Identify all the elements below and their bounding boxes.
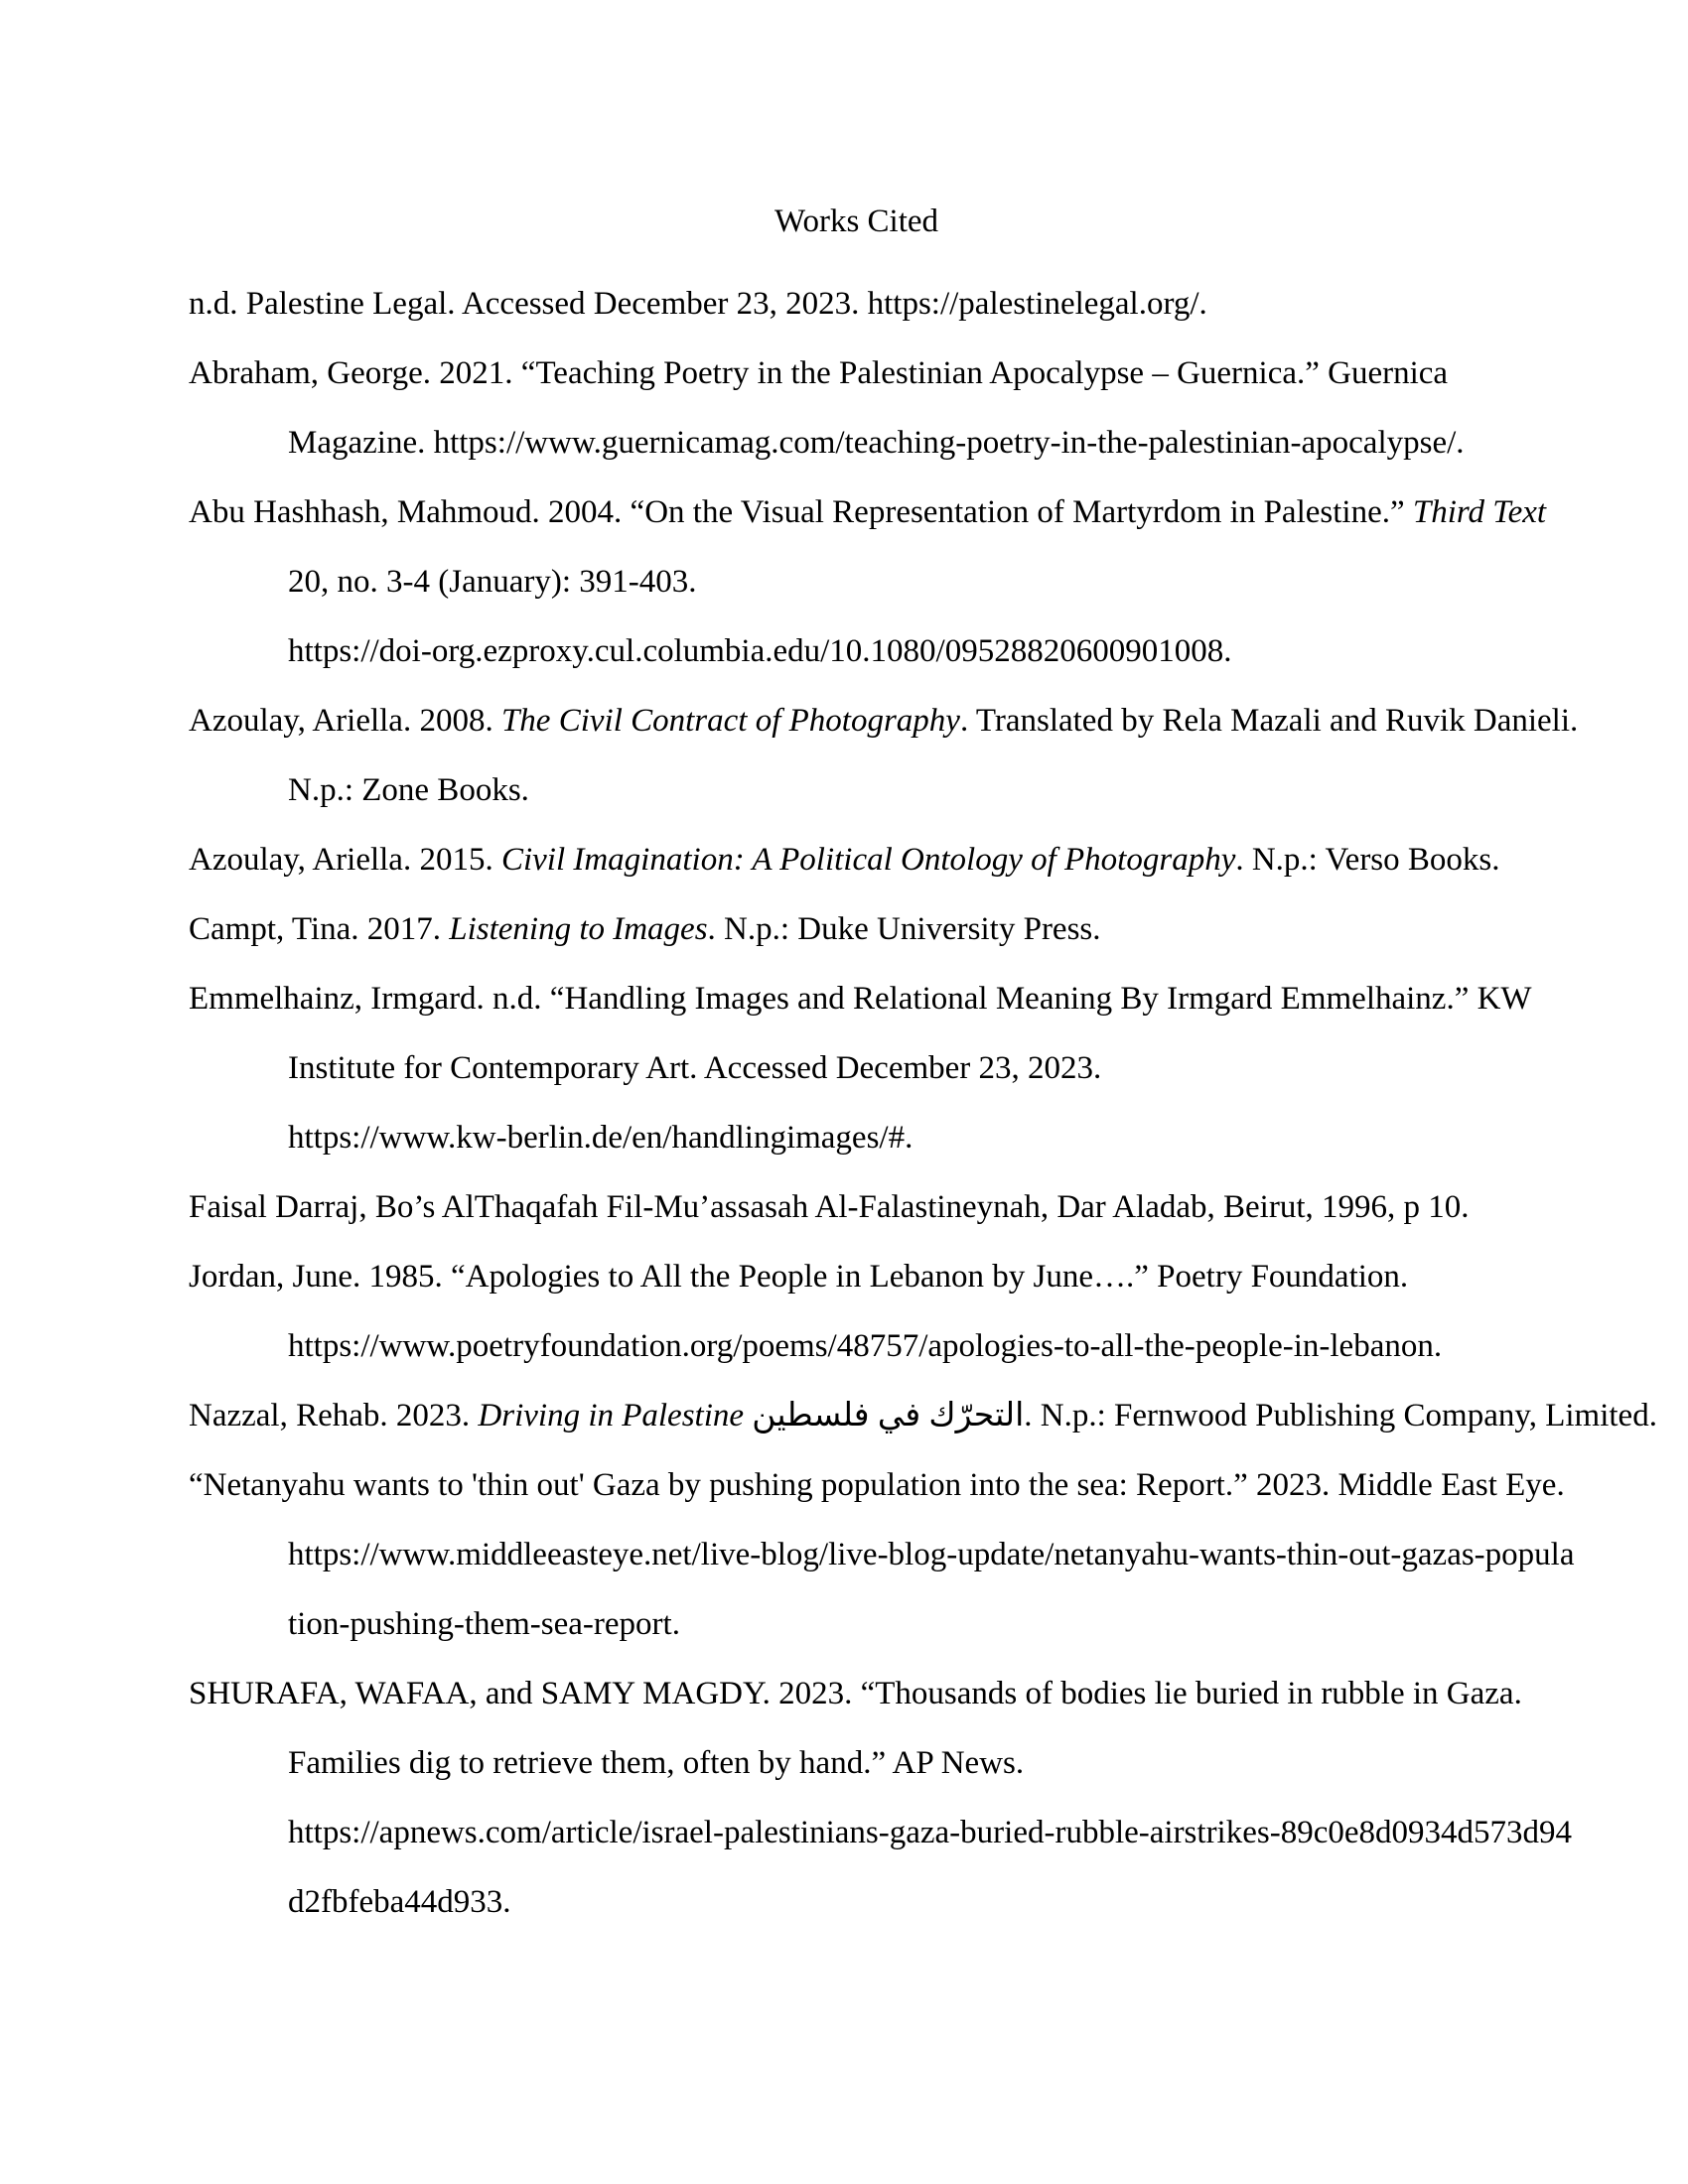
citation-text-run: Civil Imagination: A Political Ontology of Photography — [500, 842, 1236, 878]
citation-text-run: Abraham, George. 2021. “Teaching Poetry in the Palestinian Apocalypse – Guernica.” Guernica — [189, 355, 1449, 391]
citation-line — [189, 616, 1524, 686]
citation-text-run: . N.p.: Duke University Press. — [707, 911, 1101, 947]
citation-text-run: Azoulay, Ariella. 2015. — [189, 842, 501, 878]
citation-line — [189, 1798, 1572, 1867]
citation-text-run: The Civil Contract of Photography — [500, 703, 960, 739]
citation-text-run: N.p.: Zone Books. — [288, 772, 529, 808]
citation-text-run: https://apnews.com/article/israel-palestinians-gaza-buried-rubble-airstrikes-89c0e8d0934d573d94 — [288, 1815, 1572, 1850]
citation-text-run: https://doi-org.ezproxy.cul.columbia.edu/10.1080/09528820600901008. — [288, 633, 1232, 669]
citation-line — [189, 1450, 1565, 1520]
citation-text-run: Listening to Images — [449, 911, 708, 947]
citation-text-run: https://www.middleeasteye.net/live-blog/live-blog-update/netanyahu-wants-thin-out-gazas-popula — [288, 1537, 1575, 1572]
citation-text-run: Driving in Palestine — [478, 1398, 745, 1433]
citation-line — [189, 339, 1524, 408]
citation-line — [189, 1033, 1524, 1103]
citation-line — [189, 1520, 1575, 1589]
citation-text-run: https://www.kw-berlin.de/en/handlingimages/#. — [288, 1120, 914, 1156]
citation-text-run: Third Text — [1412, 494, 1547, 530]
citation-line — [189, 478, 1547, 547]
citation-text-run: . Translated by Rela Mazali and Ruvik Danieli. — [959, 703, 1579, 739]
citation-line — [189, 686, 1579, 755]
citation-text-run: Campt, Tina. 2017. — [189, 911, 450, 947]
citation-line — [189, 1311, 1524, 1381]
citation-line — [189, 1103, 1524, 1172]
citation-line — [189, 1728, 1524, 1798]
citation-text-run: d2fbfeba44d933. — [288, 1884, 511, 1920]
citation-line — [189, 755, 1524, 825]
citation-text-run: Institute for Contemporary Art. Accessed December 23, 2023. — [288, 1050, 1102, 1086]
citation-text-run: Abu Hashhash, Mahmoud. 2004. “On the Visual Representation of Martyrdom in Palestine.” — [189, 494, 1413, 530]
citation-line — [189, 964, 1532, 1033]
citation-text-run: Nazzal, Rehab. 2023. — [189, 1398, 479, 1433]
citation-text-run: 20, no. 3-4 (January): 391-403. — [288, 564, 697, 600]
citation-line — [189, 1381, 1657, 1450]
citation-line — [189, 1659, 1524, 1728]
citation-line — [189, 1172, 1524, 1242]
works-cited-list — [189, 269, 1657, 1937]
citation-text-run: Families dig to retrieve them, often by hand.” AP News. — [288, 1745, 1025, 1781]
citation-text-run: Emmelhainz, Irmgard. n.d. “Handling Images and Relational Meaning By Irmgard Emmelhainz.” KW — [189, 981, 1532, 1017]
citation-text-run: Faisal Darraj, Bo’s AlThaqafah Fil-Mu’assasah Al-Falastineynah, Dar Aladab, Beirut, 1996, p 10. — [189, 1189, 1470, 1225]
citation-text-run: https://www.poetryfoundation.org/poems/48757/apologies-to-all-the-people-in-lebanon. — [288, 1328, 1443, 1364]
citation-text-run: tion-pushing-them-sea-report. — [288, 1606, 680, 1642]
citation-line — [189, 1867, 1524, 1937]
page-title: Works Cited — [774, 204, 939, 239]
citation-text-run: Azoulay, Ariella. 2008. — [189, 703, 501, 739]
citation-text-run: SHURAFA, WAFAA, and SAMY MAGDY. 2023. “Thousands of bodies lie buried in rubble in Gaza. — [189, 1676, 1522, 1711]
citation-line — [189, 1589, 1524, 1659]
citation-text-run: n.d. Palestine Legal. Accessed December 23, 2023. https://palestinelegal.org/. — [189, 286, 1207, 322]
citation-line — [189, 408, 1524, 478]
citation-line — [189, 894, 1524, 964]
citation-text-run: التحرّك في فلسطين. N.p.: Fernwood Publishing Company, Limited. — [744, 1398, 1657, 1433]
citation-line — [189, 547, 1524, 616]
citation-text-run: Magazine. https://www.guernicamag.com/teaching-poetry-in-the-palestinian-apocalypse/. — [288, 425, 1465, 461]
citation-text-run: . N.p.: Verso Books. — [1235, 842, 1500, 878]
citation-line — [189, 825, 1524, 894]
citation-line — [189, 269, 1524, 339]
citation-text-run: “Netanyahu wants to 'thin out' Gaza by pushing population into the sea: Report.” 2023. Middle East Eye. — [189, 1467, 1565, 1503]
citation-line — [189, 1242, 1524, 1311]
citation-text-run: Jordan, June. 1985. “Apologies to All the People in Lebanon by June….” Poetry Foundation. — [189, 1259, 1409, 1295]
